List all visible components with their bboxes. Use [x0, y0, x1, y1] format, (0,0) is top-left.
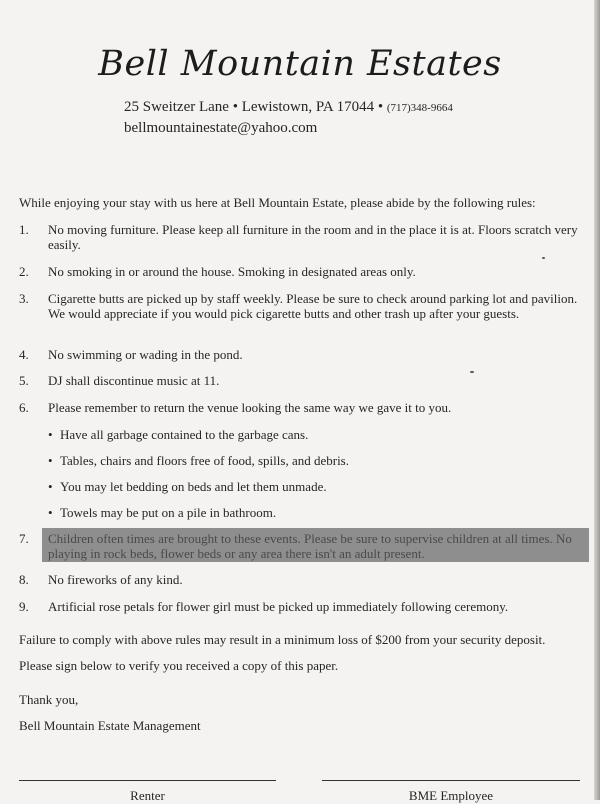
bullet-text: Have all garbage contained to the garbage cans. — [60, 427, 309, 442]
address-text: 25 Sweitzer Lane • Lewistown, PA 17044 • — [124, 99, 384, 115]
letterhead-email: bellmountainestate@yahoo.com — [124, 120, 318, 136]
sign-instruction: Please sign below to verify you received a copy of this paper. — [19, 658, 339, 673]
scan-speck — [542, 257, 545, 259]
rule-text: No swimming or wading in the pond. — [48, 347, 243, 362]
bullet-text: Towels may be put on a pile in bathroom. — [60, 505, 277, 520]
closing-signature: Bell Mountain Estate Management — [19, 718, 201, 733]
letterhead-address — [124, 99, 453, 116]
bullet-dot-icon: • — [48, 453, 53, 468]
rule-item — [19, 531, 585, 561]
bullet-dot-icon: • — [48, 505, 53, 520]
rule-number: 7. — [19, 531, 29, 546]
rule-item — [19, 572, 585, 587]
rule-number: 2. — [19, 264, 29, 279]
rule-item — [19, 347, 585, 362]
rule-text: Cigarette butts are picked up by staff weekly. Please be sure to check around parking lot and pavilion. We would appreciate if you would pick cigarette butts and other trash up after your guests. — [48, 291, 578, 321]
bullet-item — [48, 427, 308, 443]
rule-text: No fireworks of any kind. — [48, 572, 183, 587]
bullet-item — [48, 453, 349, 469]
rule-item — [19, 291, 585, 321]
bullet-dot-icon: • — [48, 427, 53, 442]
rule-item — [19, 222, 585, 252]
rule-item — [19, 264, 585, 279]
rule-number: 6. — [19, 400, 29, 415]
renter-label: Renter — [130, 788, 165, 803]
scan-speck — [470, 371, 474, 373]
bullet-text: You may let bedding on beds and let them unmade. — [60, 479, 327, 494]
scan-edge-shadow — [594, 0, 600, 800]
letterhead-title: Bell Mountain Estates — [98, 44, 502, 84]
employee-label: BME Employee — [408, 788, 494, 803]
bullet-item — [48, 505, 276, 521]
rule-text: No smoking in or around the house. Smoking in designated areas only. — [48, 264, 416, 279]
rule-text: Please remember to return the venue looking the same way we gave it to you. — [48, 400, 452, 415]
rule-text: Artificial rose petals for flower girl must be picked up immediately following ceremony. — [48, 599, 509, 614]
rule-item — [19, 373, 585, 388]
rule-number: 5. — [19, 373, 29, 388]
rule-number: 1. — [19, 222, 29, 237]
rule-number: 9. — [19, 599, 29, 614]
rule-text: Children often times are brought to these events. Please be sure to supervise children at all times. No playing in rock beds, flower beds or any area there isn't an adult present. — [48, 531, 572, 561]
intro-text: While enjoying your stay with us here at Bell Mountain Estate, please abide by the following rules: — [19, 195, 536, 210]
rule-number: 8. — [19, 572, 29, 587]
bullet-text: Tables, chairs and floors free of food, spills, and debris. — [60, 453, 349, 468]
failure-notice: Failure to comply with above rules may result in a minimum loss of $200 from your security deposit. — [19, 632, 546, 647]
rule-text: DJ shall discontinue music at 11. — [48, 373, 220, 388]
rule-item — [19, 599, 585, 614]
phone-number: (717)348-9664 — [386, 102, 453, 114]
closing-thanks: Thank you, — [19, 692, 79, 707]
renter-signature-line[interactable] — [19, 780, 276, 781]
rule-item — [19, 400, 585, 415]
rule-number: 4. — [19, 347, 29, 362]
bullet-item — [48, 479, 327, 495]
rule-number: 3. — [19, 291, 29, 306]
employee-signature-line[interactable] — [322, 780, 580, 781]
bullet-dot-icon: • — [48, 479, 53, 494]
rule-text: No moving furniture. Please keep all furniture in the room and in the place it is at. Floors scratch very easily. — [48, 222, 578, 252]
